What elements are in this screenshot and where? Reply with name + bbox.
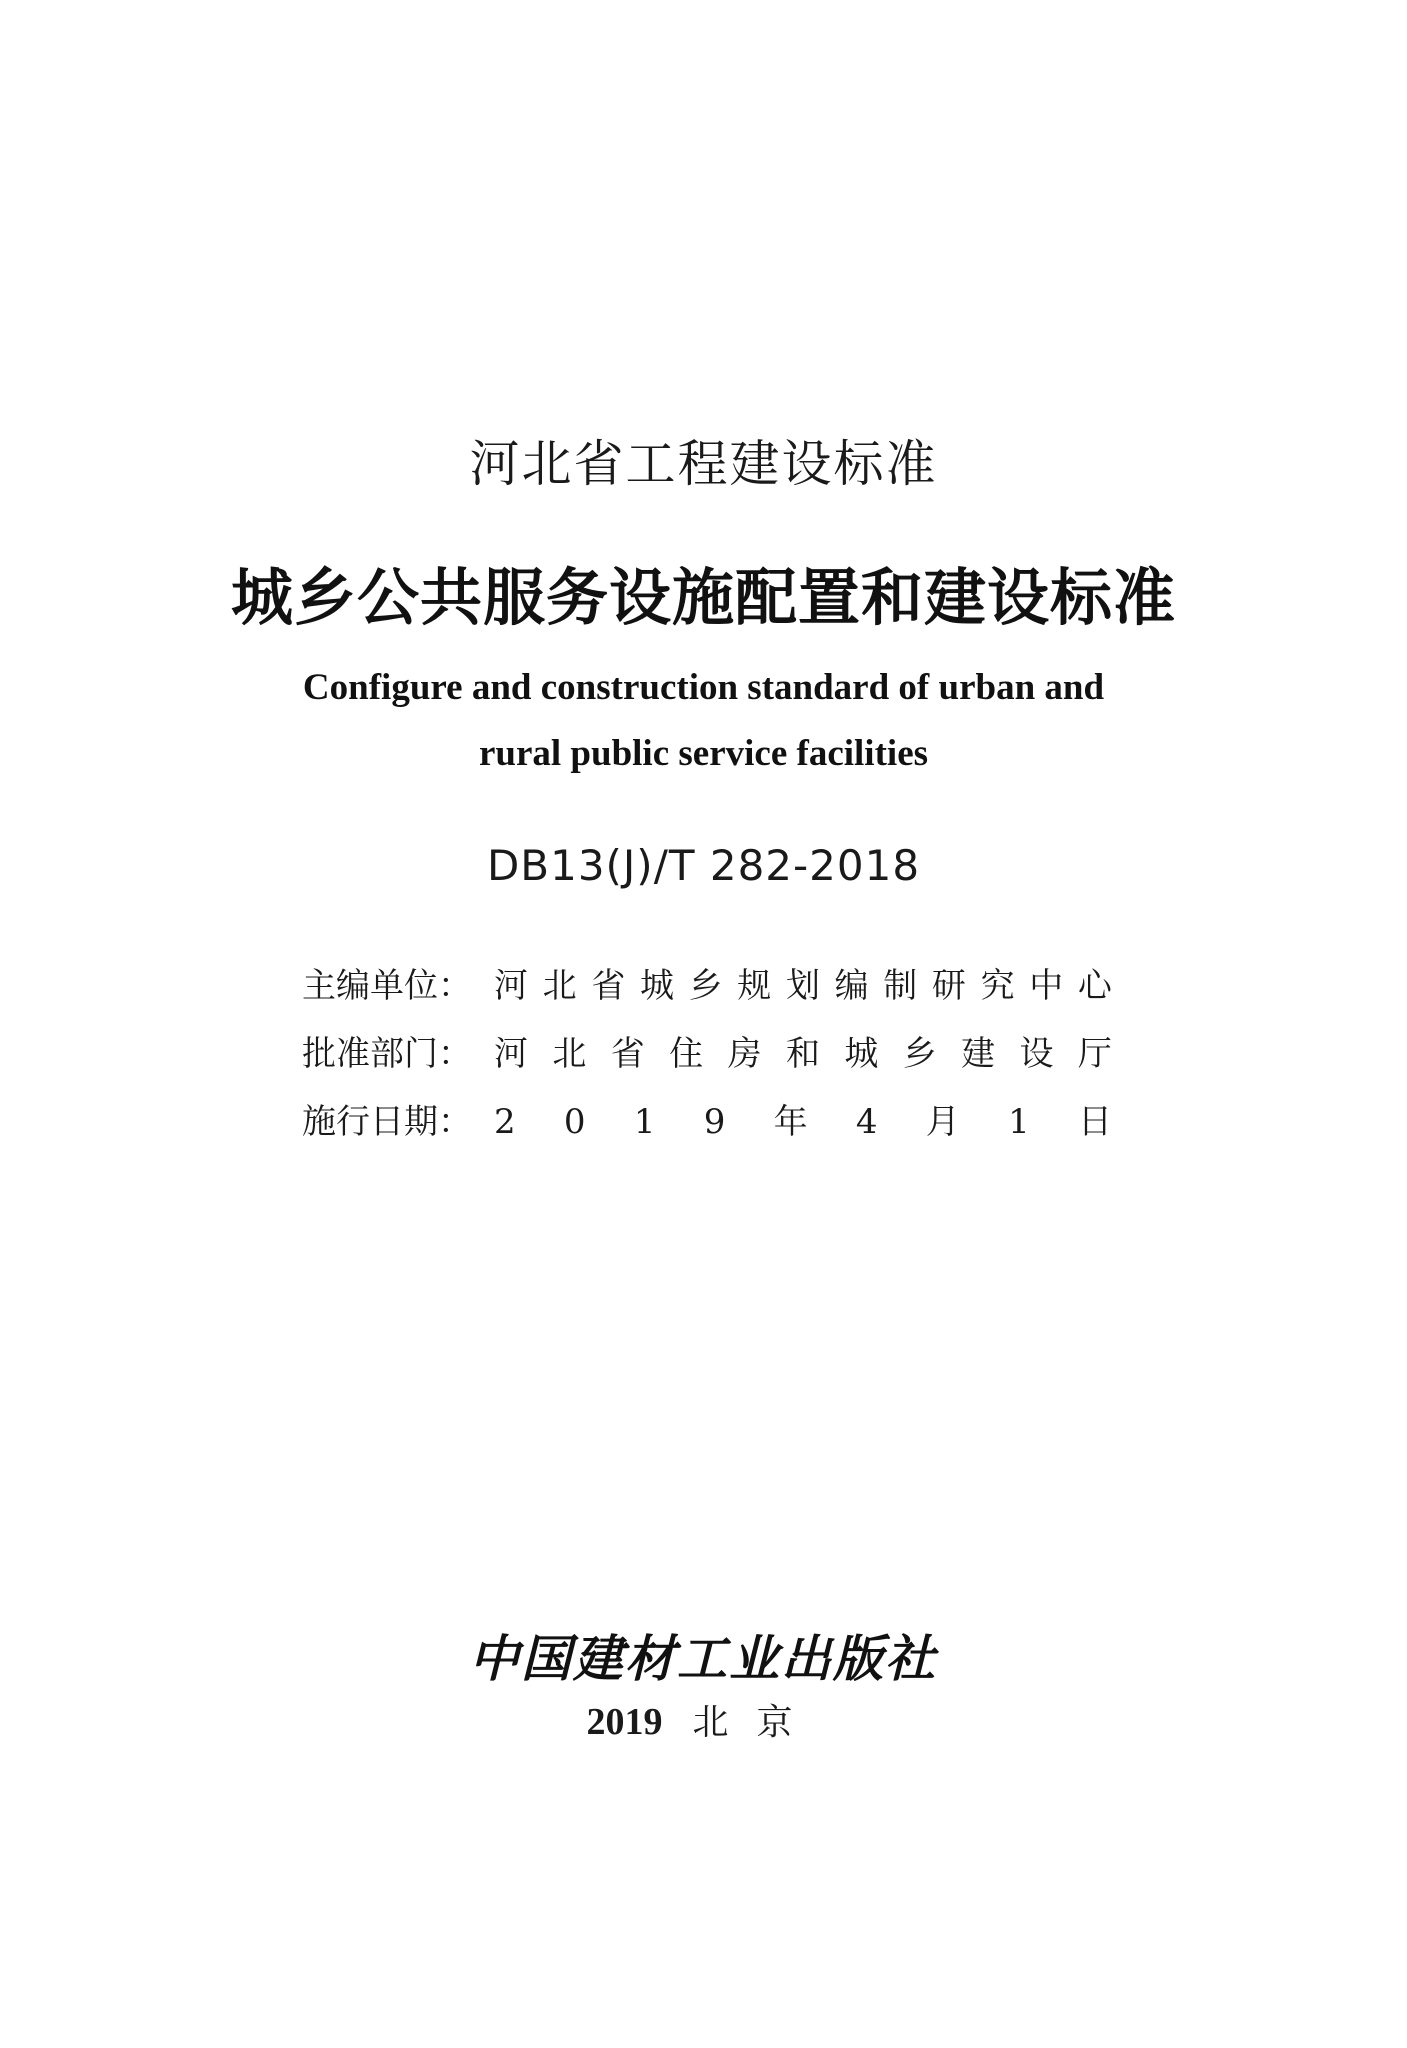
info-label: 批准部门： [302, 1034, 472, 1074]
document-title-english-line-1: Configure and construction standard of urban and [302, 667, 1105, 708]
info-char: 城 [639, 966, 674, 1006]
publisher-logo-text: 中国建材工业出版社 [469, 1629, 937, 1688]
info-char: 1 [633, 1102, 656, 1142]
info-block [302, 962, 1112, 1166]
info-char: 城 [844, 1034, 879, 1074]
info-char: 北 [542, 966, 577, 1006]
document-title-english-line-2: rural public service facilities [478, 733, 929, 774]
info-char: 住 [669, 1034, 704, 1074]
info-row-chief-editor [302, 962, 1112, 1030]
info-char: 建 [961, 1034, 996, 1074]
info-char: 4 [855, 1102, 878, 1142]
document-title-chinese: 城乡公共服务设施配置和建设标准 [230, 561, 1176, 634]
info-char: 研 [931, 966, 966, 1006]
info-char: 2 [494, 1102, 516, 1142]
info-char: 省 [610, 1034, 645, 1074]
info-char: 日 [1077, 1102, 1112, 1142]
info-value [494, 1030, 1112, 1078]
imprint [0, 1698, 1407, 1747]
info-char: 房 [727, 1034, 762, 1074]
info-char: 乡 [902, 1034, 937, 1074]
info-char: 河 [494, 966, 528, 1006]
info-char: 厅 [1077, 1034, 1112, 1074]
publisher-logo [469, 1622, 937, 1692]
info-char: 北 [552, 1034, 587, 1074]
info-row-approving-department [302, 1030, 1112, 1098]
info-char: 设 [1019, 1034, 1054, 1074]
info-value [494, 1098, 1112, 1146]
info-char: 乡 [688, 966, 723, 1006]
series-title: 河北省工程建设标准 [469, 435, 938, 493]
info-char: 0 [563, 1102, 586, 1142]
info-char: 省 [591, 966, 626, 1006]
info-label: 主编单位： [302, 966, 472, 1006]
imprint-year: 2019 [586, 1701, 663, 1743]
info-char: 月 [925, 1102, 960, 1142]
info-char: 年 [773, 1102, 808, 1142]
info-char: 和 [785, 1034, 820, 1074]
imprint-city: 北京 [692, 1702, 821, 1743]
info-char: 1 [1008, 1102, 1030, 1142]
info-char: 心 [1077, 966, 1112, 1006]
info-char: 究 [980, 966, 1015, 1006]
info-char: 制 [883, 966, 918, 1006]
info-char: 编 [834, 966, 869, 1006]
info-char: 规 [737, 966, 772, 1006]
info-char: 9 [703, 1102, 726, 1142]
standard-code: DB13(J)/T 282-2018 [486, 841, 921, 890]
info-label: 施行日期： [302, 1102, 472, 1142]
info-row-effective-date [302, 1098, 1112, 1166]
info-value [494, 962, 1112, 1010]
info-char: 划 [785, 966, 820, 1006]
info-char: 河 [494, 1034, 528, 1074]
info-char: 中 [1029, 966, 1064, 1006]
